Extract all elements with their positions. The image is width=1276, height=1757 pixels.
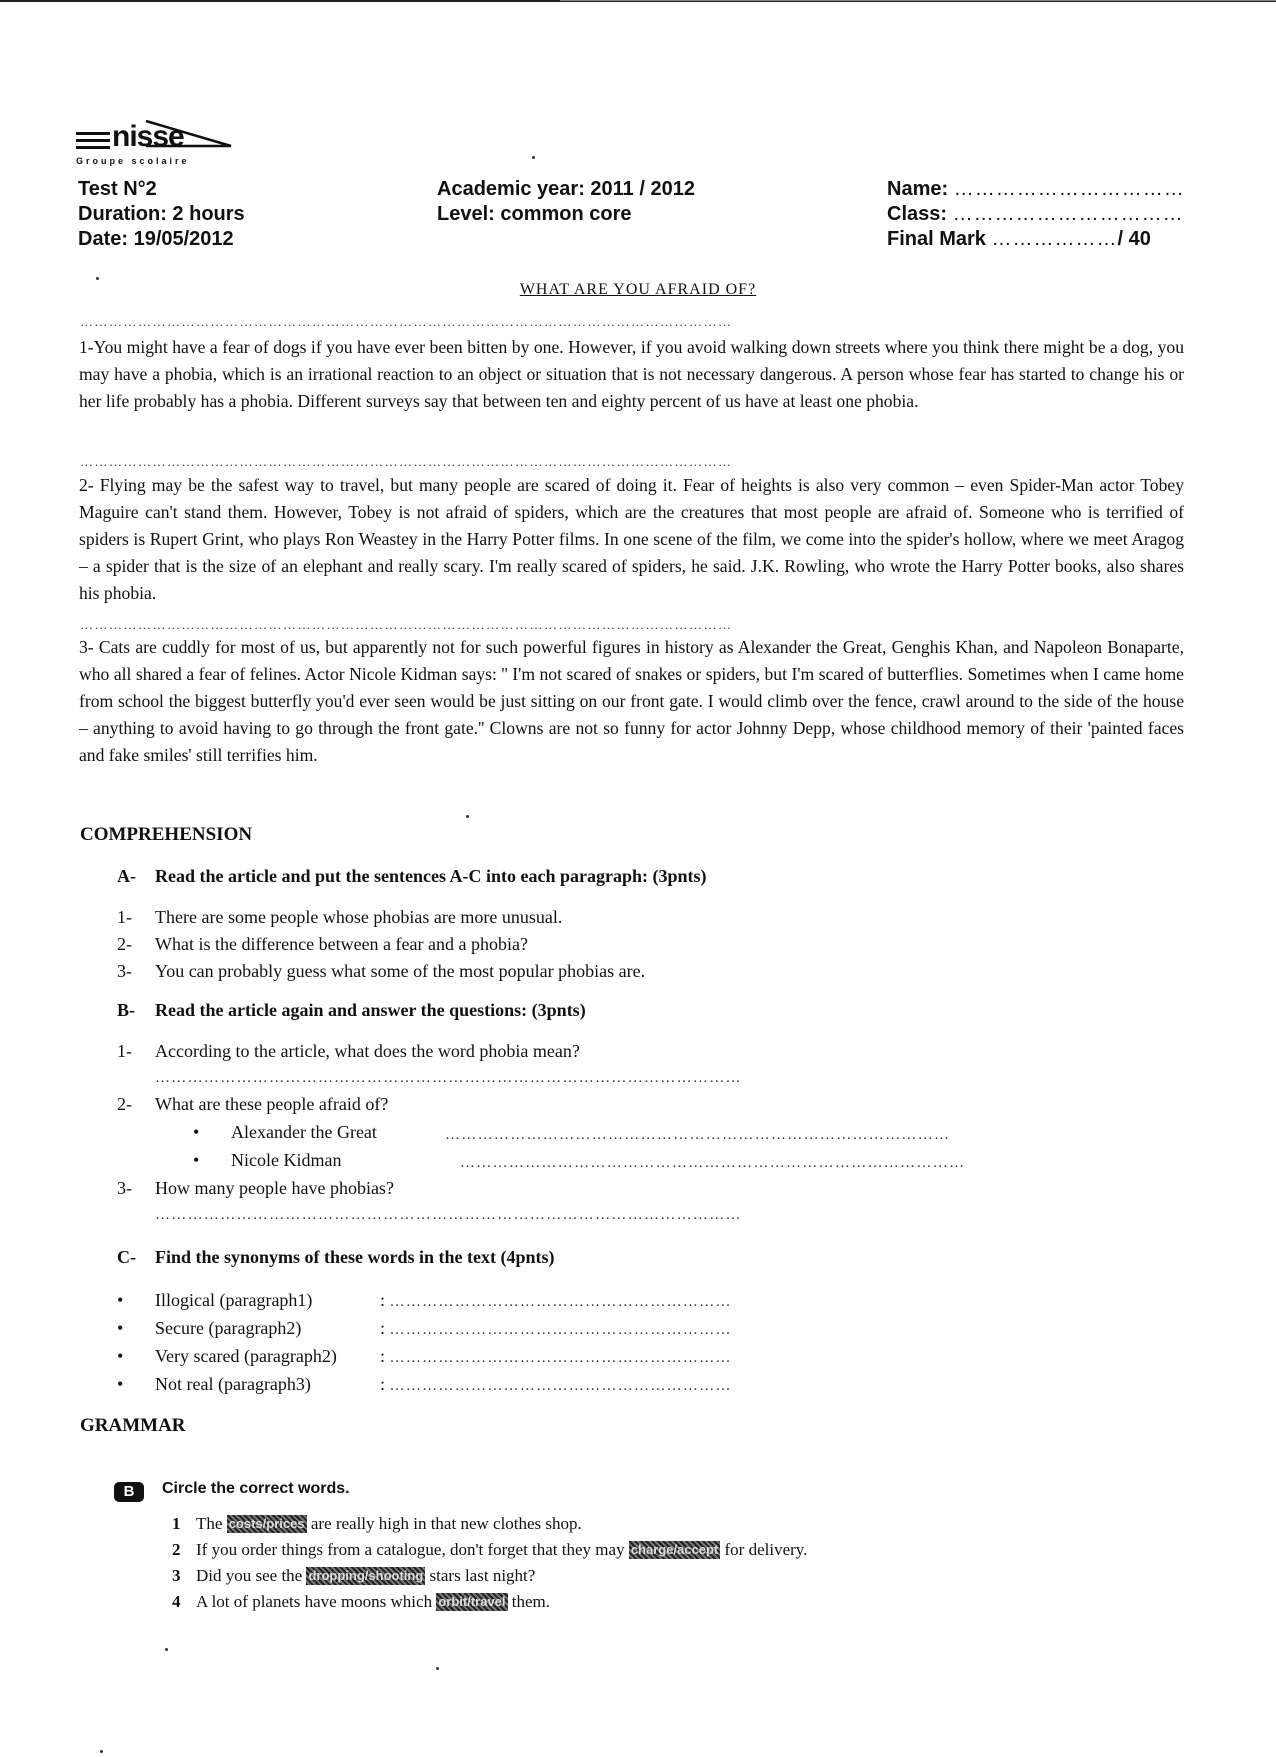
exercise-instruction: Circle the correct words. <box>162 1480 350 1497</box>
final-mark-field[interactable] <box>887 227 1185 252</box>
logo-name: nisse <box>112 120 184 153</box>
scan-speck <box>466 815 469 818</box>
question-1: 1- According to the article, what does the word phobia mean? <box>117 1041 580 1061</box>
scan-speck <box>436 1667 439 1670</box>
synonym-item: • Illogical (paragraph1) : ……………………………………………………… <box>117 1290 732 1310</box>
section-b-heading: B- Read the article again and answer the questions: (3pnts) <box>117 1000 586 1020</box>
class-label: Class: <box>887 203 948 225</box>
answer-line[interactable]: ……………………………………………………… <box>389 1378 732 1394</box>
person-item: • Nicole Kidman <box>193 1150 342 1170</box>
logo-subtitle: Groupe scolaire <box>76 156 190 166</box>
separator-line: ……………………………………………………………………………………………………………………… <box>80 314 733 329</box>
header-right <box>887 177 1185 252</box>
final-mark-total: / 40 <box>1117 228 1151 250</box>
question-2: 2- What are these people afraid of? <box>117 1094 389 1114</box>
scan-top-edge-2 <box>560 0 1276 1</box>
answer-line[interactable]: ……………………………………………………………………………………………… <box>155 1207 742 1223</box>
scan-speck <box>532 156 535 159</box>
scan-speck <box>165 1648 168 1651</box>
grammar-item: 4 A lot of planets have moons which orbit/travel them. <box>172 1592 551 1611</box>
final-mark-dots: ……………… <box>991 228 1118 250</box>
section-a-heading: A- Read the article and put the sentences A-C into each paragraph: (3pnts) <box>117 866 707 886</box>
grammar-item: 3 Did you see the dropping/shooting stars last night? <box>172 1566 536 1585</box>
academic-year: Academic year: 2011 / 2012 <box>437 178 695 200</box>
sentence-item: 1- There are some people whose phobias are more unusual. <box>117 907 563 927</box>
word-choice[interactable]: orbit/travel <box>438 1594 506 1609</box>
scan-speck <box>100 1750 103 1753</box>
logo-swoosh-icon <box>136 116 246 156</box>
test-duration: Duration: 2 hours <box>78 203 245 225</box>
level: Level: common core <box>437 203 632 225</box>
name-dots: …………………………… <box>953 178 1185 200</box>
logo-bars <box>76 132 110 153</box>
answer-line[interactable]: ……………………………………………………… <box>389 1350 732 1366</box>
synonym-item: • Very scared (paragraph2) : ……………………………………………………… <box>117 1346 732 1366</box>
sentence-item: 2- What is the difference between a fear and a phobia? <box>117 934 528 954</box>
scan-speck <box>96 277 99 280</box>
class-dots: …………………………… <box>952 203 1184 225</box>
paragraph-3: 3- Cats are cuddly for most of us, but apparently not for such powerful figures in history as Alexander the Great, Genghis Khan, and Napoleon Bonaparte, who all shared a fear of felines. Actor Nicole Kidman says: '' I'm not scared of snakes or spiders, but I'm scared of butterflies. Sometimes when I came home from school the biggest butterfly you'd ever seen would be just sitting on our front gate. I would climb over the fence, crawl around to the side of the house – anything to avoid having to go through the front gate.'' Clowns are not so funny for actor Johnny Depp, whose childhood memory of their 'painted faces and fake smiles' still terrifies him. <box>79 637 1184 765</box>
article-title: WHAT ARE YOU AFRAID OF? <box>519 281 757 298</box>
word-choice[interactable]: dropping/shooting <box>308 1568 424 1583</box>
sentence-item: 3- You can probably guess what some of the most popular phobias are. <box>117 961 646 981</box>
answer-line[interactable]: ………………………………………………………………………………… <box>460 1155 966 1171</box>
separator-line: ……………………………………………………………………………………………………………………… <box>80 454 733 469</box>
answer-line[interactable]: ……………………………………………………… <box>389 1322 732 1338</box>
synonym-item: • Secure (paragraph2) : ……………………………………………………… <box>117 1318 732 1338</box>
header-left <box>78 177 245 252</box>
exercise-badge: B <box>114 1482 144 1502</box>
synonym-item: • Not real (paragraph3) : ……………………………………………………… <box>117 1374 732 1394</box>
name-field[interactable] <box>887 177 1185 202</box>
comprehension-heading: COMPREHENSION <box>80 824 253 845</box>
school-logo <box>76 118 236 168</box>
answer-line[interactable]: ……………………………………………………………………………………………… <box>155 1070 742 1086</box>
name-label: Name: <box>887 178 949 200</box>
word-choice[interactable]: costs/prices <box>228 1516 305 1531</box>
class-field[interactable] <box>887 202 1185 227</box>
grammar-item: 2 If you order things from a catalogue, don't forget that they may charge/accept for delivery. <box>172 1540 808 1559</box>
paragraph-1: 1-You might have a fear of dogs if you have ever been bitten by one. However, if you avoid walking down streets where you think there might be a dog, you may have a phobia, which is an irrational reaction to an object or situation that is not necessary dangerous. A person whose fear has started to change his or her life probably has a phobia. Different surveys say that between ten and eighty percent of us have at least one phobia. <box>79 337 1184 411</box>
section-c-heading: C- Find the synonyms of these words in the text (4pnts) <box>117 1247 555 1267</box>
word-choice[interactable]: charge/accept <box>630 1542 719 1557</box>
person-item: • Alexander the Great <box>193 1122 377 1142</box>
separator-line: ……………………………………………………………………………………………………………………… <box>80 617 733 632</box>
test-number: Test N°2 <box>78 178 157 200</box>
grammar-item: 1 The costs/prices are really high in that new clothes shop. <box>172 1514 582 1533</box>
grammar-heading: GRAMMAR <box>80 1415 186 1436</box>
paragraph-2: 2- Flying may be the safest way to travel, but many people are scared of doing it. Fear of heights is also very common – even Spider-Man actor Tobey Maguire can't stand them. However, Tobey is not afraid of spiders, which are the creatures that most people are afraid of. Someone who is terrified of spiders is Rupert Grint, who plays Ron Weastey in the Harry Potter films. In one scene of the film, we come into the spider's hollow, where we meet Aragog – a spider that is the size of an elephant and really scary. I'm really scared of spiders, he said. J.K. Rowling, who wrote the Harry Potter books, also shares his phobia. <box>79 475 1184 603</box>
question-3: 3- How many people have phobias? <box>117 1178 394 1198</box>
test-date: Date: 19/05/2012 <box>78 228 234 250</box>
header-middle <box>437 177 695 227</box>
answer-line[interactable]: ………………………………………………………………………………… <box>445 1127 951 1143</box>
answer-line[interactable]: ……………………………………………………… <box>389 1294 732 1310</box>
final-mark-label: Final Mark <box>887 228 986 250</box>
